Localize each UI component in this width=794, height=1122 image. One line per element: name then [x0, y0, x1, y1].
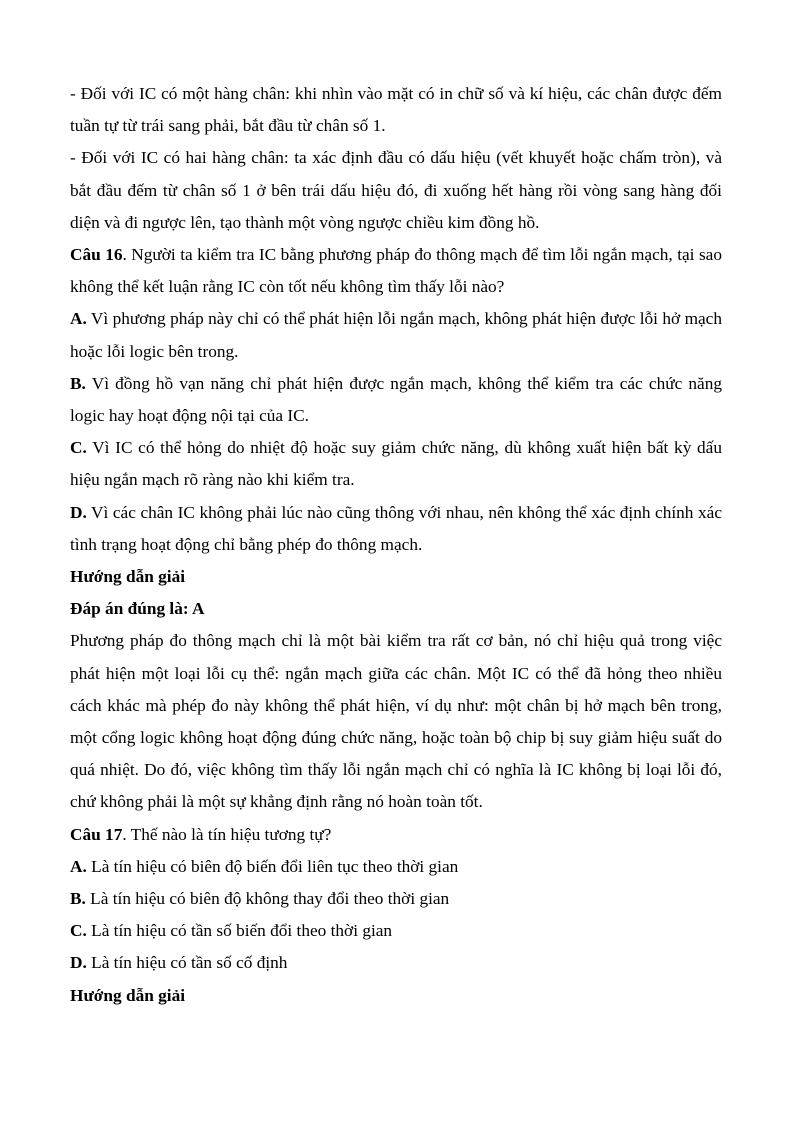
question-16-option-c-text: Vì IC có thể hỏng do nhiệt độ hoặc suy giảm chức năng, dù không xuất hiện bất kỳ dấu hiệu ngắn mạch rõ ràng nào khi kiểm tra. — [70, 438, 722, 490]
question-16-option-a-text: Vì phương pháp này chỉ có thể phát hiện lỗi ngắn mạch, không phát hiện được lỗi hở mạch hoặc lỗi logic bên trong. — [70, 309, 722, 361]
question-17-bold-label: Câu 17 — [70, 824, 123, 844]
solution-heading-16 — [70, 561, 722, 593]
question-17 — [70, 819, 722, 851]
document-body — [70, 78, 722, 1012]
question-16-option-d-bold-label: D. — [70, 502, 87, 522]
question-16-option-a-bold-label: A. — [70, 309, 87, 329]
question-16-option-b-text: Vì đồng hồ vạn năng chỉ phát hiện được ngắn mạch, không thể kiểm tra các chức năng logic hay hoạt động nội tại của IC. — [70, 373, 722, 426]
question-17-option-a-text: Là tín hiệu có biên độ biến đổi liên tục theo thời gian — [86, 856, 459, 876]
question-17-option-d-text: Là tín hiệu có tần số cố định — [86, 953, 288, 973]
question-16-text: . Người ta kiểm tra IC bằng phương pháp đo thông mạch để tìm lỗi ngắn mạch, tại sao không thể kết luận rằng IC còn tốt nếu không tìm thấy lỗi nào? — [70, 245, 722, 297]
solution-heading-17-bold-label: Hướng dẫn giải — [70, 985, 186, 1005]
question-16-option-d-text: Vì các chân IC không phải lúc nào cũng thông với nhau, nên không thể xác định chính xác tình trạng hoạt động chỉ bằng phép đo thông mạch. — [70, 502, 722, 554]
question-17-text: . Thế nào là tín hiệu tương tự? — [122, 824, 332, 844]
correct-answer-16-bold-label: Đáp án đúng là: A — [70, 599, 205, 619]
question-16-option-d — [70, 497, 722, 561]
question-17-option-b-bold-label: B. — [70, 889, 86, 909]
correct-answer-16 — [70, 593, 722, 625]
question-17-option-b — [70, 883, 722, 915]
question-17-option-d — [70, 947, 722, 979]
question-16-option-a — [70, 303, 722, 367]
bullet-ic-single-row — [70, 78, 722, 142]
question-17-option-c — [70, 915, 722, 947]
question-16 — [70, 239, 722, 303]
question-17-option-d-bold-label: D. — [70, 953, 87, 973]
question-16-option-c-bold-label: C. — [70, 438, 87, 458]
explanation-16 — [70, 625, 722, 818]
bullet-ic-double-row-text: - Đối với IC có hai hàng chân: ta xác định đầu có dấu hiệu (vết khuyết hoặc chấm tròn), và bắt đầu đếm từ chân số 1 ở bên trái dấu hiệu đó, đi xuống hết hàng rồi vòng sang hàng đối diện và đi ngược lên, tạo thành một vòng ngược chiều kim đồng hồ. — [70, 148, 722, 232]
question-17-option-c-bold-label: C. — [70, 921, 87, 941]
explanation-16-text: Phương pháp đo thông mạch chỉ là một bài kiểm tra rất cơ bản, nó chỉ hiệu quả trong việc phát hiện một loại lỗi cụ thể: ngắn mạch giữa các chân. Một IC có thể đã hỏng theo nhiều cách khác mà phép đo này không thể phát hiện, ví dụ như: một chân bị hở mạch bên trong, một cổng logic không hoạt động đúng chức năng, hoặc toàn bộ chip bị suy giảm hiệu suất do quá nhiệt. Do đó, việc không tìm thấy lỗi ngắn mạch chỉ có nghĩa là IC không bị loại lỗi đó, chứ không phải là một sự khẳng định rằng nó hoàn toàn tốt. — [70, 631, 722, 812]
question-17-option-a — [70, 851, 722, 883]
bullet-ic-single-row-text: - Đối với IC có một hàng chân: khi nhìn vào mặt có in chữ số và kí hiệu, các chân được đếm tuần tự từ trái sang phải, bắt đầu từ chân số 1. — [70, 84, 722, 136]
question-17-option-a-bold-label: A. — [70, 856, 87, 876]
bullet-ic-double-row — [70, 142, 722, 239]
solution-heading-17 — [70, 980, 722, 1012]
question-16-option-b-bold-label: B. — [70, 373, 86, 393]
question-16-bold-label: Câu 16 — [70, 245, 123, 265]
question-16-option-b — [70, 368, 722, 432]
solution-heading-16-bold-label: Hướng dẫn giải — [70, 567, 186, 587]
question-17-option-c-text: Là tín hiệu có tần số biến đổi theo thời gian — [86, 921, 393, 941]
question-16-option-c — [70, 432, 722, 496]
question-17-option-b-text: Là tín hiệu có biên độ không thay đổi theo thời gian — [85, 889, 450, 909]
